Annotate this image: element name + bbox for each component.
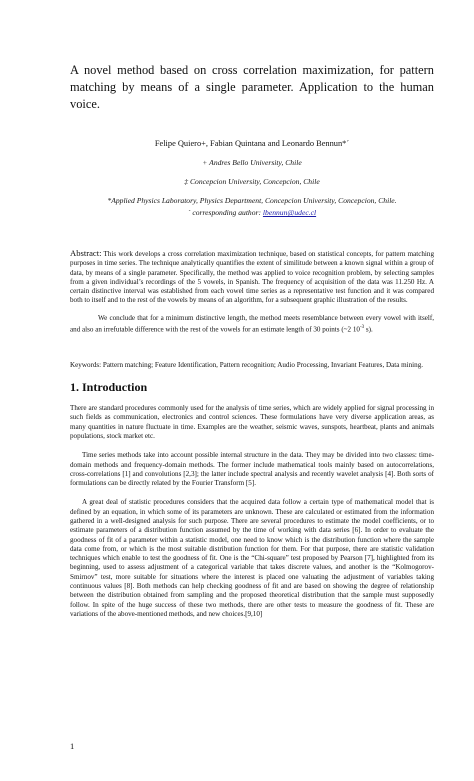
abstract xyxy=(70,249,434,306)
intro-paragraph-3: A great deal of statistic procedures considers that the acquired data follow a certain type of mathematical model that is defined by an equation, in which some of its parameters are unknown. These are calculated or estimated from the information gathered in a well-designed analysis for such purpose. There are several procedures to estimate the model coefficients, or to estimate parameters of a distribution function assumed by the time of working with data series [6]. In order to evaluate the goodness of fit of a parameter within a statistic model, one need to know which is the distribution function where the sample data come from, or which is the most suitable distribution function for them. For that purpose, there are statistic validation techniques which enable to test the goodness of fit. One is the “Chi-square” test proposed by Pearson [7], highlighted from its beginning, used to assess adjustment of a categorical variable that takes discrete values, and another is the “Kolmogorov-Smirnov” test, more suitable for situations where the interest is placed one valuating the adjustment of variables taking continuous values [8]. Both methods can help checking goodness of fit and are based on showing the degree of relationship between the distribution obtained from sampling and the proposed theoretical distribution that the sample must supposedly follow. In spite of the huge success of these two methods, there are other tests to measure the goodness of fit. These are variations of the above-mentioned methods, and new choices.[9,10] xyxy=(70,498,434,618)
corresponding-author xyxy=(70,207,434,219)
conclusion-end: s). xyxy=(364,325,373,334)
abstract-body: This work develops a cross correlation maximization technique, based on statistical concepts, for pattern matching purposes in time series. The technique analytically quantifies the extent of similitude between a known signal within a group of data, by means of a single parameter. Specifically, the method was applied to voice recognition problem, by selecting samples from a given individual’s recordings of the 5 vowels, in Spanish. The frequency of acquisition of the data was 11.250 Hz. A certain distinctive interval was established from each vowel time series as a representative test function and it was compared both to itself and to the rest of the vowels by means of an algorithm, for a subsequent graphic illustration of the results. xyxy=(70,250,434,305)
author-list: Felipe Quiero+, Fabian Quintana and Leonardo Bennun*´ xyxy=(154,139,350,148)
email-link[interactable]: lbennun@udec.cl xyxy=(262,208,317,217)
intro-paragraph-2: Time series methods take into account possible internal structure in the data. They may be divided into two classes: time-domain methods and frequency-domain methods. The former include mathematical tools mainly based on autocorrelations, cross-correlations [1] and convolutions [2,3]; the latter include spectral analysis and recently wavelet analysis [4]. Both sorts of formulations can be directly related by the Fourier Transform [5]. xyxy=(70,451,434,488)
abstract-heading: Abstract: xyxy=(70,248,102,258)
keywords: Keywords: Pattern matching; Feature Identification, Pattern recognition; Audio Processing, Invariant Features, Data mining. xyxy=(70,360,424,369)
conclusion-text: We conclude that for a minimum distinctive length, the method meets resemblance between every vowel with itself, and also an irrefutable difference with the rest of the vowels for an estimate length of 30 points (~2 10 xyxy=(70,313,434,334)
affiliation-2: ‡ Concepcion University, Concepcion, Chile xyxy=(184,177,320,186)
corresponding-label: ´ corresponding author: xyxy=(187,208,263,217)
paper-title: A novel method based on cross correlation maximization, for pattern matching by means of a single parameter. Application to the human voice. xyxy=(70,63,434,111)
affiliation-3: *Applied Physics Laboratory, Physics Department, Concepcion University, Concepcion, Chile. xyxy=(107,196,397,205)
abstract-conclusion xyxy=(70,314,434,335)
affiliation-1: + Andres Bello University, Chile xyxy=(202,158,302,167)
section-heading: 1. Introduction xyxy=(70,380,148,395)
intro-paragraph-1: There are standard procedures commonly used for the analysis of time series, which are widely applied for signal processing in such fields as communication, electronics and control sciences. These formulations have very diverse application areas, as many quantities in nature fluctuate in time. Examples are the weather, seismic waves, sunspots, heartbeat, plants and animals populations, stock market etc. xyxy=(70,404,434,440)
exponent: -3 xyxy=(359,325,365,331)
page-number: 1 xyxy=(70,741,75,751)
